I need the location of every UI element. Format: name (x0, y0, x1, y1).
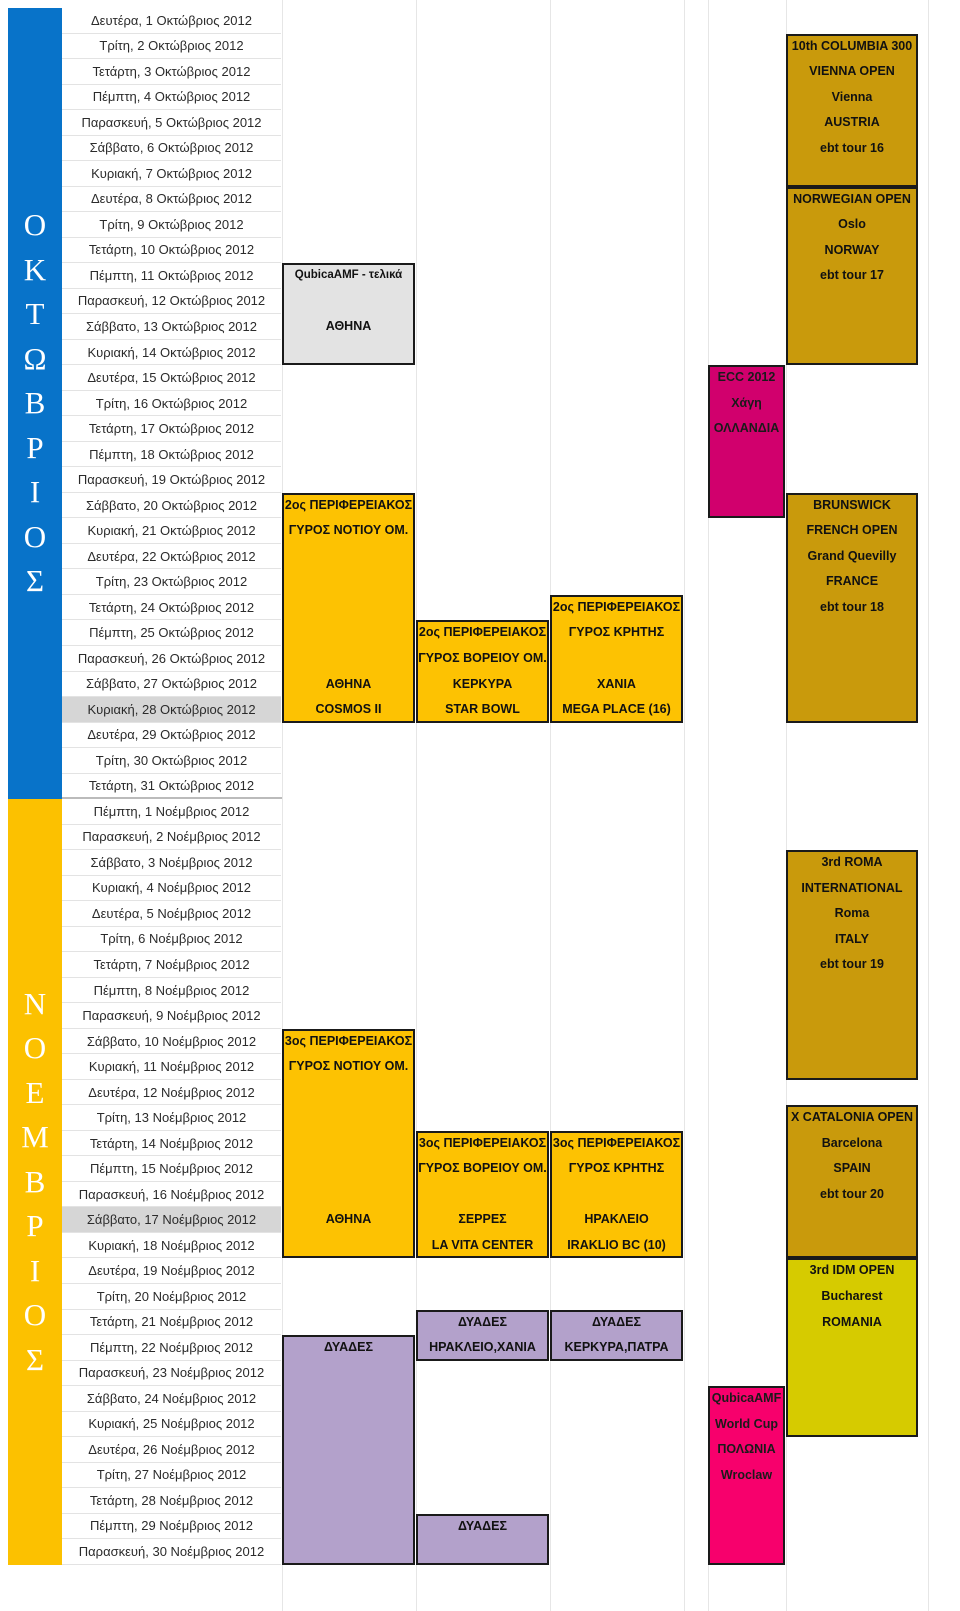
date-cell: Δευτέρα, 19 Νοέμβριος 2012 (62, 1258, 281, 1284)
event-text: INTERNATIONAL (801, 880, 903, 895)
event-text: Barcelona (821, 1135, 883, 1150)
month-letter: Ν (23, 985, 47, 1021)
date-cell: Κυριακή, 14 Οκτώβριος 2012 (62, 340, 281, 366)
date-cell: Τρίτη, 30 Οκτώβριος 2012 (62, 748, 281, 774)
month-separator (62, 797, 282, 799)
date-cell: Δευτέρα, 22 Οκτώβριος 2012 (62, 544, 281, 570)
event-text: ΗΡΑΚΛΕΙΟ,ΧΑΝΙΑ (429, 1340, 536, 1355)
date-cell: Παρασκευή, 9 Νοέμβριος 2012 (62, 1003, 281, 1029)
event-text: 3ος ΠΕΡΙΦΕΡΕΙΑΚΟΣ (284, 1033, 413, 1048)
event-text: 3ος ΠΕΡΙΦΕΡΕΙΑΚΟΣ (552, 1135, 681, 1150)
event-text: ΚΕΡΚΥΡΑ (452, 676, 513, 691)
date-cell: Τρίτη, 20 Νοέμβριος 2012 (62, 1284, 281, 1310)
event-text: NORWEGIAN OPEN (793, 191, 911, 206)
date-cell: Κυριακή, 21 Οκτώβριος 2012 (62, 518, 281, 544)
grid-column-line (928, 0, 929, 1611)
month-letter: Ι (29, 1252, 41, 1288)
month-letter: Σ (25, 1341, 45, 1377)
event-text: ΟΛΛΑΝΔΙΑ (713, 421, 780, 436)
event-text: ebt tour 20 (820, 1186, 884, 1201)
event-text: ITALY (834, 931, 870, 946)
event-text: ebt tour 19 (820, 957, 884, 972)
date-cell: Κυριακή, 28 Οκτώβριος 2012 (62, 697, 281, 723)
event-text: ΠΟΛΩΝΙΑ (717, 1442, 776, 1457)
date-cell: Τρίτη, 23 Οκτώβριος 2012 (62, 569, 281, 595)
date-cell: Δευτέρα, 15 Οκτώβριος 2012 (62, 365, 281, 391)
month-bar-october (8, 8, 62, 799)
event-text: ΣΕΡΡΕΣ (458, 1212, 507, 1227)
event-text: QubicaAMF - τελικά (294, 269, 403, 282)
event-text: Oslo (838, 217, 866, 232)
date-cell: Σάββατο, 13 Οκτώβριος 2012 (62, 314, 281, 340)
date-cell: Παρασκευή, 30 Νοέμβριος 2012 (62, 1539, 281, 1565)
event-text: ΔΥΑΔΕΣ (458, 1518, 507, 1533)
date-cell: Πέμπτη, 15 Νοέμβριος 2012 (62, 1156, 281, 1182)
month-letter: Ο (23, 518, 47, 554)
event-text: ΔΥΑΔΕΣ (458, 1314, 507, 1329)
event-text: 2ος ΠΕΡΙΦΕΡΕΙΑΚΟΣ (284, 497, 413, 512)
event-text: ebt tour 16 (820, 140, 884, 155)
date-cell: Κυριακή, 25 Νοέμβριος 2012 (62, 1412, 281, 1438)
date-cell: Κυριακή, 4 Νοέμβριος 2012 (62, 876, 281, 902)
date-cell: Παρασκευή, 2 Νοέμβριος 2012 (62, 825, 281, 851)
date-cell: Σάββατο, 24 Νοέμβριος 2012 (62, 1386, 281, 1412)
date-cell: Τετάρτη, 24 Οκτώβριος 2012 (62, 595, 281, 621)
month-letter: Β (24, 1163, 46, 1199)
date-cell: Τετάρτη, 17 Οκτώβριος 2012 (62, 416, 281, 442)
date-cell: Παρασκευή, 23 Νοέμβριος 2012 (62, 1361, 281, 1387)
date-cell: Σάββατο, 27 Οκτώβριος 2012 (62, 672, 281, 698)
event-text: Grand Quevilly (807, 548, 897, 563)
event-text: NORWAY (824, 242, 880, 257)
event-text: ΓΥΡΟΣ ΒΟΡΕΙΟΥ ΟΜ. (418, 1161, 547, 1176)
date-cell: Πέμπτη, 1 Νοέμβριος 2012 (62, 799, 281, 825)
date-cell: Τετάρτη, 3 Οκτώβριος 2012 (62, 59, 281, 85)
event-text: ΑΘΗΝΑ (325, 319, 372, 334)
date-cell: Σάββατο, 6 Οκτώβριος 2012 (62, 136, 281, 162)
date-cell: Κυριακή, 7 Οκτώβριος 2012 (62, 161, 281, 187)
date-cell: Παρασκευή, 5 Οκτώβριος 2012 (62, 110, 281, 136)
event-text: Bucharest (821, 1289, 883, 1303)
date-cell: Παρασκευή, 19 Οκτώβριος 2012 (62, 467, 281, 493)
month-letter: Ρ (26, 1208, 44, 1244)
date-cell: Τρίτη, 16 Οκτώβριος 2012 (62, 391, 281, 417)
event-text: 2ος ΠΕΡΙΦΕΡΕΙΑΚΟΣ (418, 625, 547, 640)
event-text: 2ος ΠΕΡΙΦΕΡΕΙΑΚΟΣ (552, 599, 681, 614)
date-cell: Τρίτη, 27 Νοέμβριος 2012 (62, 1463, 281, 1489)
event-text: Χάγη (731, 395, 762, 410)
event-text: AUSTRIA (824, 115, 880, 130)
event-text: ΓΥΡΟΣ ΝΟΤΙΟΥ ΟΜ. (288, 1059, 409, 1074)
date-cell: Δευτέρα, 26 Νοέμβριος 2012 (62, 1437, 281, 1463)
date-cell: Τρίτη, 2 Οκτώβριος 2012 (62, 34, 281, 60)
date-cell: Σάββατο, 10 Νοέμβριος 2012 (62, 1029, 281, 1055)
event-text: ΓΥΡΟΣ ΝΟΤΙΟΥ ΟΜ. (288, 523, 409, 538)
date-cell: Τρίτη, 13 Νοέμβριος 2012 (62, 1105, 281, 1131)
event-text: 10th COLUMBIA 300 (791, 38, 913, 53)
month-letter: Ι (29, 474, 41, 510)
event-text: Wroclaw (720, 1467, 773, 1482)
event-text: ΑΘΗΝΑ (325, 1212, 372, 1227)
date-cell: Δευτέρα, 29 Οκτώβριος 2012 (62, 723, 281, 749)
event-text: QubicaAMF (711, 1391, 782, 1406)
month-letter: Κ (23, 251, 47, 287)
date-cell: Σάββατο, 3 Νοέμβριος 2012 (62, 850, 281, 876)
event-text: VIENNA OPEN (809, 64, 895, 79)
date-cell: Κυριακή, 18 Νοέμβριος 2012 (62, 1233, 281, 1259)
date-cell: Κυριακή, 11 Νοέμβριος 2012 (62, 1054, 281, 1080)
month-letter: Β (24, 385, 46, 421)
date-cell: Δευτέρα, 1 Οκτώβριος 2012 (62, 8, 281, 34)
event-text: Roma (834, 906, 870, 921)
month-letter: Μ (21, 1119, 49, 1155)
event-text: ΓΥΡΟΣ ΒΟΡΕΙΟΥ ΟΜ. (418, 651, 547, 665)
event-text: FRENCH OPEN (806, 523, 898, 538)
month-bar-november (8, 799, 62, 1565)
date-cell: Τετάρτη, 14 Νοέμβριος 2012 (62, 1131, 281, 1157)
event-text: X CATALONIA OPEN (791, 1110, 913, 1125)
date-cell: Τετάρτη, 28 Νοέμβριος 2012 (62, 1488, 281, 1514)
grid-column-line (708, 0, 709, 1611)
date-cell: Σάββατο, 17 Νοέμβριος 2012 (62, 1207, 281, 1233)
event-text: ΚΕΡΚΥΡΑ,ΠΑΤΡΑ (564, 1340, 669, 1355)
date-cell: Πέμπτη, 4 Οκτώβριος 2012 (62, 85, 281, 111)
event-text: 3rd ROMA (821, 855, 883, 870)
event-text: SPAIN (833, 1161, 871, 1176)
event-text: 3rd IDM OPEN (809, 1263, 895, 1278)
date-cell: Πέμπτη, 11 Οκτώβριος 2012 (62, 263, 281, 289)
grid-column-line (550, 0, 551, 1611)
event-text: ΗΡΑΚΛΕΙΟ (584, 1212, 649, 1227)
event-text: FRANCE (825, 574, 879, 589)
event-text: LA VITA CENTER (431, 1237, 534, 1252)
date-cell: Τετάρτη, 21 Νοέμβριος 2012 (62, 1310, 281, 1336)
date-cell: Παρασκευή, 26 Οκτώβριος 2012 (62, 646, 281, 672)
month-letter: Ο (23, 207, 47, 243)
date-cell: Πέμπτη, 8 Νοέμβριος 2012 (62, 978, 281, 1004)
date-cell: Τετάρτη, 31 Οκτώβριος 2012 (62, 774, 281, 800)
event-text: COSMOS II (315, 702, 382, 717)
event-text: ΔΥΑΔΕΣ (324, 1340, 373, 1355)
event-text: World Cup (715, 1416, 778, 1431)
date-cell: Δευτέρα, 12 Νοέμβριος 2012 (62, 1080, 281, 1106)
month-letter: Ρ (26, 429, 44, 465)
event-text: ΑΘΗΝΑ (325, 676, 372, 691)
date-cell: Παρασκευή, 16 Νοέμβριος 2012 (62, 1182, 281, 1208)
event-text: BRUNSWICK (813, 497, 891, 512)
event-text: MEGA PLACE (16) (562, 702, 671, 717)
month-letter: Τ (25, 296, 45, 332)
event-block (282, 1335, 415, 1565)
event-text: Vienna (831, 89, 873, 104)
event-text: ΧΑΝΙΑ (597, 676, 636, 691)
date-cell: Πέμπτη, 29 Νοέμβριος 2012 (62, 1514, 281, 1540)
date-cell: Τρίτη, 9 Οκτώβριος 2012 (62, 212, 281, 238)
event-text: IRAKLIO BC (10) (567, 1237, 666, 1252)
month-letter: Ο (23, 1030, 47, 1066)
date-cell: Πέμπτη, 25 Οκτώβριος 2012 (62, 620, 281, 646)
date-cell: Σάββατο, 20 Οκτώβριος 2012 (62, 493, 281, 519)
month-letter: Ε (25, 1074, 45, 1110)
event-text: STAR BOWL (445, 702, 520, 717)
event-text: ΓΥΡΟΣ ΚΡΗΤΗΣ (568, 625, 665, 640)
event-text: ebt tour 17 (820, 268, 884, 283)
event-text: ECC 2012 (717, 370, 776, 385)
date-cell: Δευτέρα, 5 Νοέμβριος 2012 (62, 901, 281, 927)
date-cell: Τρίτη, 6 Νοέμβριος 2012 (62, 927, 281, 953)
month-letter: Σ (25, 563, 45, 599)
grid-column-line (416, 0, 417, 1611)
date-cell: Τετάρτη, 10 Οκτώβριος 2012 (62, 238, 281, 264)
grid-column-line (684, 0, 685, 1611)
event-text: ΔΥΑΔΕΣ (592, 1314, 641, 1329)
date-cell: Δευτέρα, 8 Οκτώβριος 2012 (62, 187, 281, 213)
date-cell: Τετάρτη, 7 Νοέμβριος 2012 (62, 952, 281, 978)
date-cell: Πέμπτη, 18 Οκτώβριος 2012 (62, 442, 281, 468)
event-text: 3ος ΠΕΡΙΦΕΡΕΙΑΚΟΣ (418, 1135, 547, 1150)
event-text: ROMANIA (822, 1314, 882, 1329)
month-letter: Ο (23, 1297, 47, 1333)
event-text: ΓΥΡΟΣ ΚΡΗΤΗΣ (568, 1161, 665, 1176)
month-letter: Ω (23, 340, 47, 376)
event-text: ebt tour 18 (820, 599, 884, 614)
date-cell: Παρασκευή, 12 Οκτώβριος 2012 (62, 289, 281, 315)
date-cell: Πέμπτη, 22 Νοέμβριος 2012 (62, 1335, 281, 1361)
